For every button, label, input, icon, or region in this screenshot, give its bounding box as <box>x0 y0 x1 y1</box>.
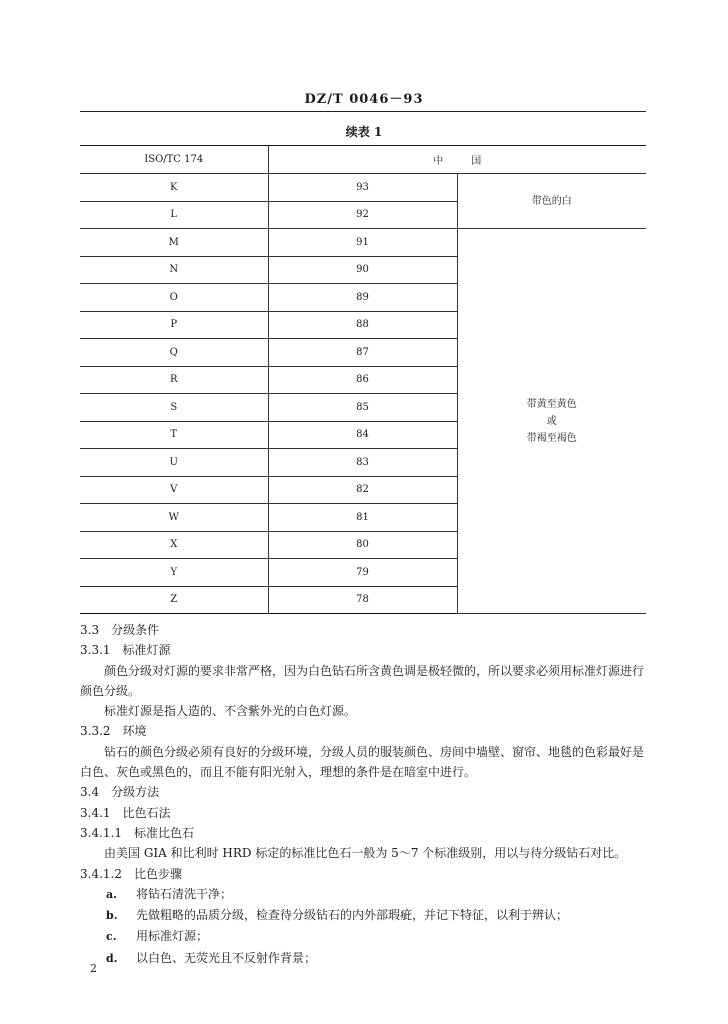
table-row <box>80 229 646 257</box>
table-header-row <box>80 146 646 174</box>
list-marker: d. <box>106 951 118 965</box>
body-text <box>80 620 650 969</box>
list-marker: a. <box>106 887 117 901</box>
desc-line: 或 <box>546 415 557 427</box>
iso-grade: K <box>80 174 268 202</box>
iso-grade: W <box>80 504 268 532</box>
cn-grade: 81 <box>268 504 457 532</box>
cn-grade: 80 <box>268 531 457 559</box>
cn-grade: 92 <box>268 201 457 229</box>
cn-grade: 89 <box>268 284 457 312</box>
paragraph: 由美国 GIA 和比利时 HRD 标定的标准比色石一般为 5～7 个标准级别，用以与待分级钻石对比。 <box>104 846 627 861</box>
list-text: 先做粗略的品质分级，检查待分级钻石的内外部瑕疵，并记下特征，以利于辨认； <box>136 908 569 923</box>
list-item <box>80 884 650 905</box>
table-row <box>80 174 646 202</box>
col-header-china: 中国 <box>268 146 646 174</box>
list-text: 将钻石清洗干净； <box>136 886 233 901</box>
cn-grade: 86 <box>268 366 457 394</box>
iso-grade: N <box>80 256 268 284</box>
iso-grade: Y <box>80 559 268 587</box>
list-marker: c. <box>106 930 117 944</box>
cn-grade: 93 <box>268 174 457 202</box>
header-rule <box>80 111 646 112</box>
list-item <box>80 948 650 969</box>
cn-grade: 91 <box>268 229 457 257</box>
iso-grade: M <box>80 229 268 257</box>
section-heading: 3.4.1 比色石法 <box>80 805 171 820</box>
iso-grade: P <box>80 311 268 339</box>
table-caption: 续表 1 <box>345 125 383 139</box>
paragraph: 颜色分级对灯源的要求非常严格，因为白色钻石所含黄色调是极轻微的，所以要求必须用标准灯源进行颜色分级。 <box>80 663 645 698</box>
desc-tinted-white: 带色的白 <box>457 174 646 229</box>
iso-grade: Z <box>80 586 268 614</box>
desc-line: 带黄至黄色 <box>526 398 577 410</box>
cn-grade: 79 <box>268 559 457 587</box>
section-heading: 3.3 分级条件 <box>80 623 160 637</box>
section-heading: 3.3.1 标准灯源 <box>80 643 171 658</box>
page-number: 2 <box>90 962 97 975</box>
iso-grade: U <box>80 449 268 477</box>
desc-line: 带褐至褐色 <box>526 432 577 444</box>
cn-grade: 83 <box>268 449 457 477</box>
iso-grade: V <box>80 476 268 504</box>
iso-grade: O <box>80 284 268 312</box>
list-marker: b. <box>106 909 118 923</box>
iso-grade: L <box>80 201 268 229</box>
cn-grade: 78 <box>268 586 457 614</box>
section-heading: 3.4.1.2 比色步骤 <box>80 866 182 881</box>
desc-yellow-brown <box>457 229 646 614</box>
list-text: 用标准灯源； <box>136 929 209 944</box>
section-heading: 3.4.1.1 标准比色石 <box>80 825 194 840</box>
cn-grade: 84 <box>268 421 457 449</box>
list-text: 以白色、无荧光且不反射作背景； <box>136 950 317 965</box>
standard-code: DZ/T 0046－93 <box>304 92 424 107</box>
cn-grade: 87 <box>268 339 457 367</box>
section-heading: 3.3.2 环境 <box>80 724 147 739</box>
iso-grade: Q <box>80 339 268 367</box>
paragraph: 钻石的颜色分级必须有良好的分级环境，分级人员的服装颜色、房间中墙壁、窗帘、地毯的色彩最好是白色、灰色或黑色的，而且不能有阳光射入，理想的条件是在暗室中进行。 <box>80 744 645 780</box>
iso-grade: X <box>80 531 268 559</box>
cn-grade: 82 <box>268 476 457 504</box>
color-grade-table <box>80 145 646 614</box>
cn-grade: 88 <box>268 311 457 339</box>
list-item <box>80 926 650 947</box>
iso-grade: S <box>80 394 268 422</box>
list-item <box>80 905 650 926</box>
paragraph: 标准灯源是指人造的、不含紫外光的白色灯源。 <box>104 704 357 719</box>
cn-grade: 85 <box>268 394 457 422</box>
iso-grade: R <box>80 366 268 394</box>
iso-grade: T <box>80 421 268 449</box>
section-heading: 3.4 分级方法 <box>80 785 160 800</box>
cn-grade: 90 <box>268 256 457 284</box>
col-header-iso: ISO/TC 174 <box>80 146 268 174</box>
